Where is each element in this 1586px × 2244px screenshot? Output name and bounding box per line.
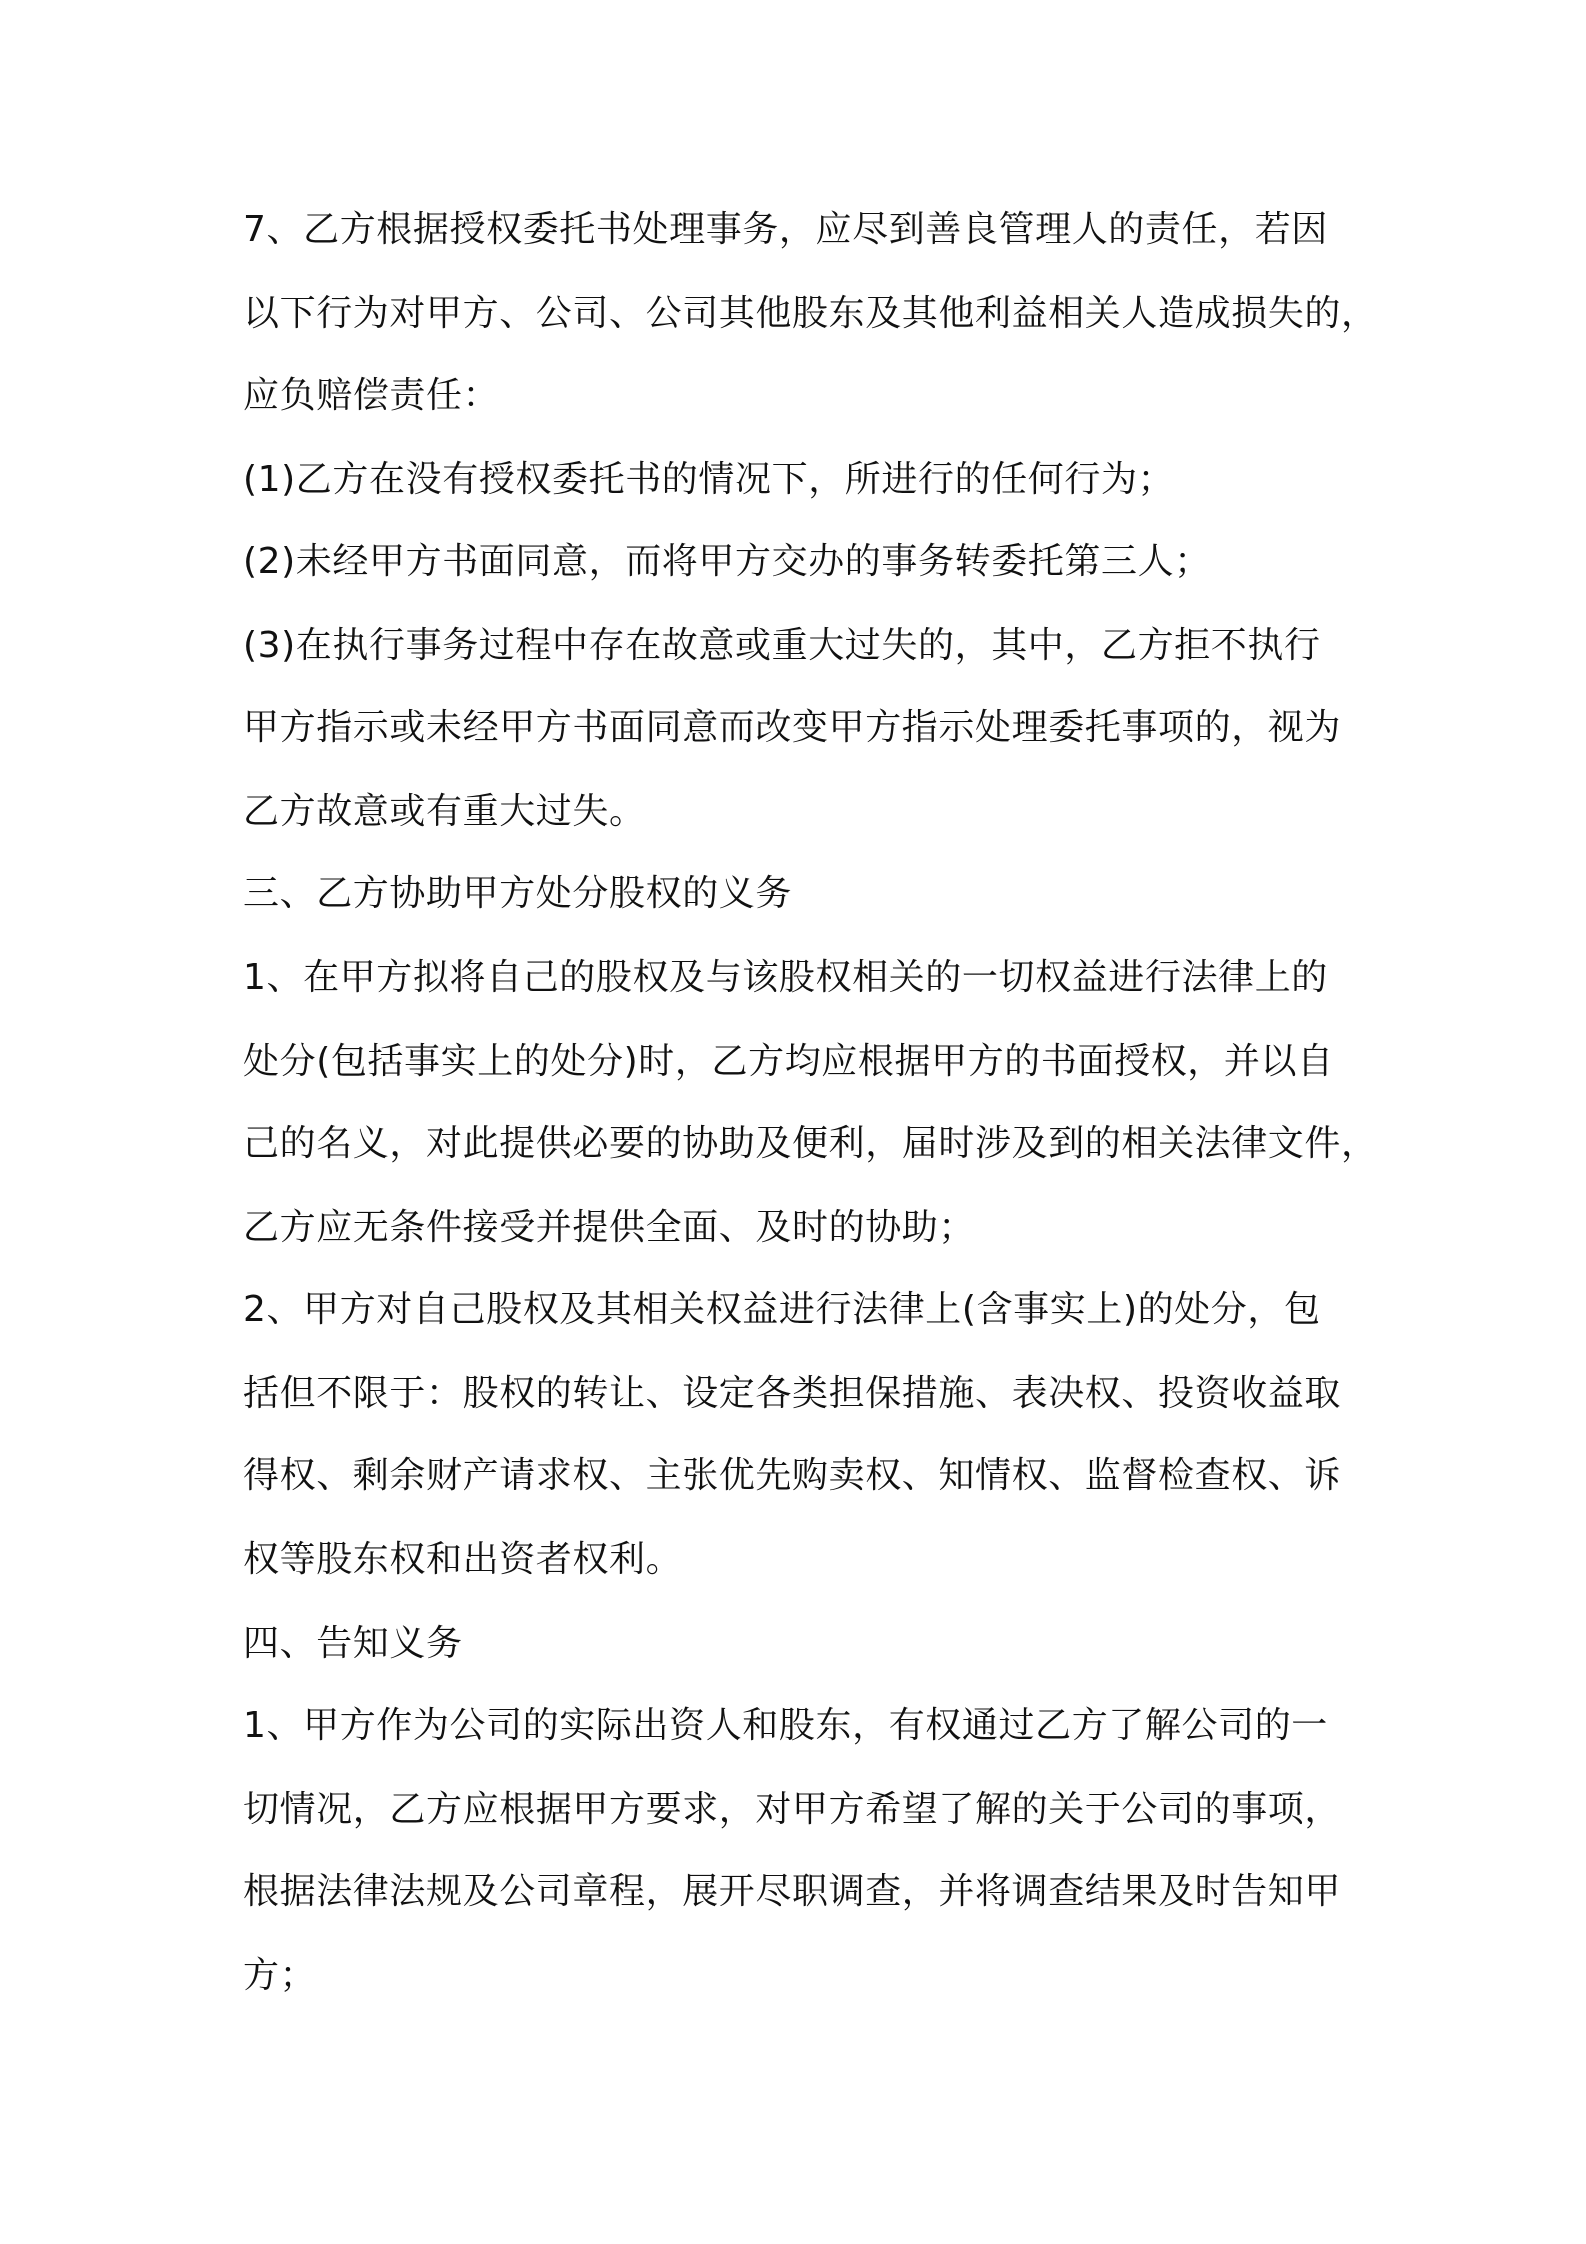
paragraph-line: 处分(包括事实上的处分)时，乙方均应根据甲方的书面授权，并以自 bbox=[243, 1041, 1334, 1082]
paragraph-line: 括但不限于：股权的转让、设定各类担保措施、表决权、投资收益取 bbox=[243, 1373, 1342, 1414]
paragraph-line: 方； bbox=[243, 1955, 317, 1996]
paragraph-line: 乙方应无条件接受并提供全面、及时的协助； bbox=[243, 1207, 976, 1248]
list-item-1: (1)乙方在没有授权委托书的情况下，所进行的任何行为； bbox=[243, 459, 1175, 500]
paragraph-line: 切情况，乙方应根据甲方要求，对甲方希望了解的关于公司的事项， bbox=[243, 1789, 1342, 1830]
paragraph-line: 得权、剩余财产请求权、主张优先购卖权、知情权、监督检查权、诉 bbox=[243, 1455, 1342, 1496]
paragraph-line: 己的名义，对此提供必要的协助及便利，届时涉及到的相关法律文件， bbox=[243, 1123, 1378, 1164]
list-item-2: (2)未经甲方书面同意，而将甲方交办的事务转委托第三人； bbox=[243, 541, 1211, 582]
paragraph-line: 应负赔偿责任： bbox=[243, 375, 500, 416]
paragraph-line: 7、乙方根据授权委托书处理事务，应尽到善良管理人的责任，若因 bbox=[243, 209, 1328, 250]
paragraph-line: 1、在甲方拟将自己的股权及与该股权相关的一切权益进行法律上的 bbox=[243, 957, 1328, 998]
paragraph-line: 权等股东权和出资者权利。 bbox=[243, 1539, 683, 1580]
paragraph-line: 甲方指示或未经甲方书面同意而改变甲方指示处理委托事项的，视为 bbox=[243, 707, 1342, 748]
paragraph-line: 以下行为对甲方、公司、公司其他股东及其他利益相关人造成损失的， bbox=[243, 293, 1378, 334]
paragraph-line: 2、甲方对自己股权及其相关权益进行法律上(含事实上)的处分，包 bbox=[243, 1289, 1321, 1330]
section-heading-3: 三、乙方协助甲方处分股权的义务 bbox=[243, 873, 793, 914]
paragraph-line: 乙方故意或有重大过失。 bbox=[243, 791, 646, 832]
paragraph-line: 1、甲方作为公司的实际出资人和股东，有权通过乙方了解公司的一 bbox=[243, 1705, 1328, 1746]
paragraph-line: 根据法律法规及公司章程，展开尽职调查，并将调查结果及时告知甲 bbox=[243, 1871, 1342, 1912]
list-item-3: (3)在执行事务过程中存在故意或重大过失的，其中，乙方拒不执行 bbox=[243, 625, 1321, 666]
section-heading-4: 四、告知义务 bbox=[243, 1623, 463, 1664]
